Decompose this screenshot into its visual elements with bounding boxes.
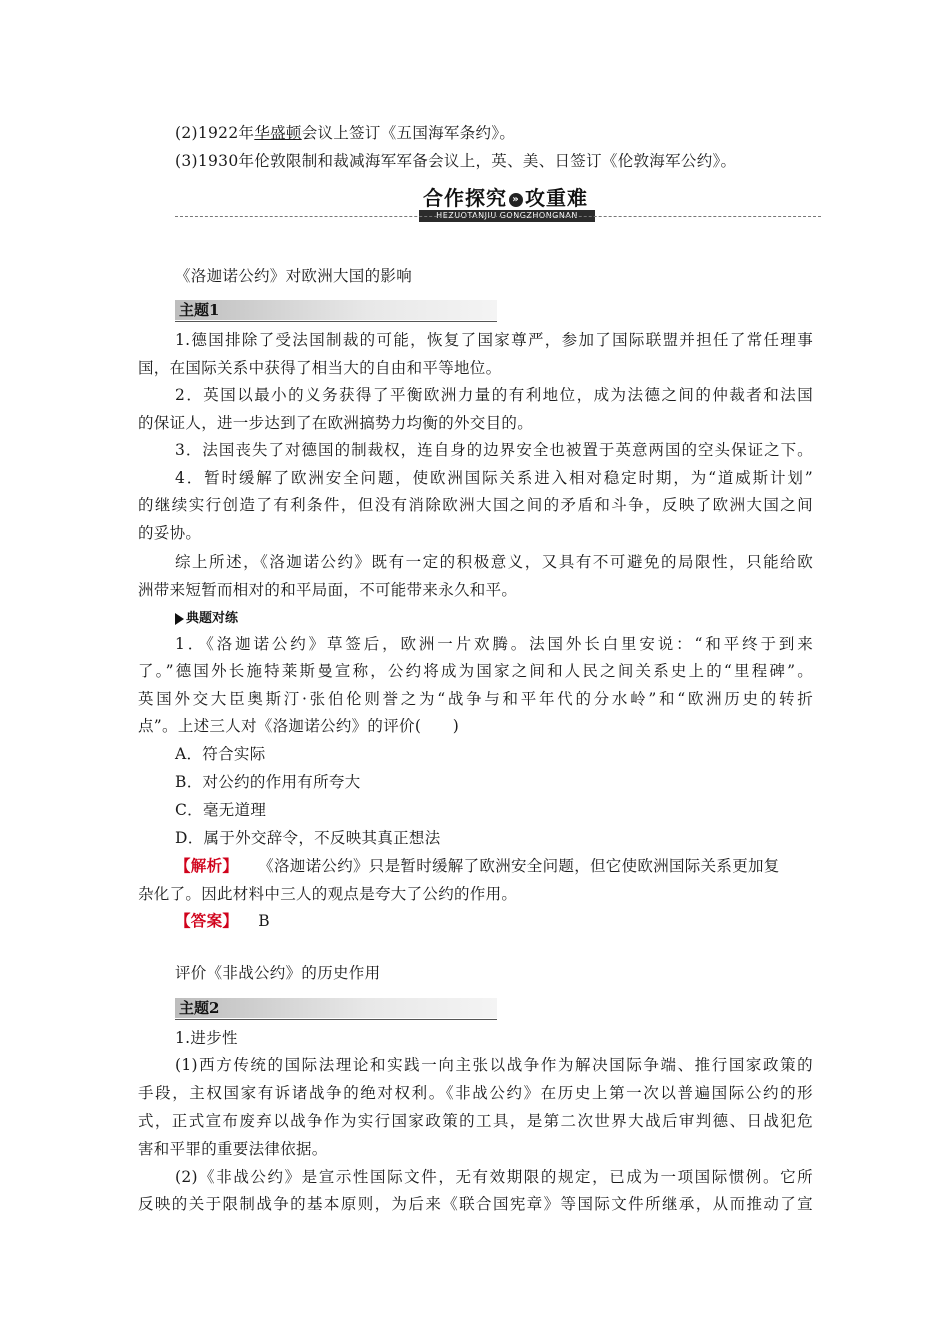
analysis-line2: 杂化了。因此材料中三人的观点是夸大了公约的作用。 [138, 885, 518, 903]
s1-summary-line1: 综上所述，《洛迦诺公约》既有一定的积极意义，又具有不可避免的局限性，只能给欧 [175, 553, 813, 571]
q1-line1: 1．《洛迦诺公约》草签后，欧洲一片欢腾。法国外长白里安说：“和平终于到来 [175, 635, 813, 653]
s1-p3: 3．法国丧失了对德国的制裁权，连自身的边界安全也被置于英意两国的空头保证之下。 [175, 441, 813, 459]
answer-line [175, 910, 270, 932]
s1-p2-line1: 2．英国以最小的义务获得了平衡欧洲力量的有利地位，成为法德之间的仲裁者和法国 [175, 386, 813, 404]
q1-line4: 点”。上述三人对《洛迦诺公约》的评价( ) [138, 717, 460, 735]
s1-p2-line2: 的保证人，进一步达到了在欧洲搞势力均衡的外交目的。 [138, 414, 534, 432]
underlined-term: 华盛顿 [254, 124, 302, 142]
analysis-label: 【解析】 [175, 856, 239, 875]
s1-p1-line2: 国，在国际关系中获得了相当大的自由和平等地位。 [138, 359, 502, 377]
section1-heading: 《洛迦诺公约》对欧洲大国的影响 [175, 267, 413, 285]
intro-item-2 [175, 122, 515, 144]
s1-p1-line1: 1.德国排除了受法国制裁的可能，恢复了国家尊严，参加了国际联盟并担任了常任理事 [175, 331, 813, 349]
intro-item-2-prefix: (2)1922年 [175, 124, 255, 142]
s2-p3-line2: 反映的关于限制战争的基本原则，为后来《联合国宪章》等国际文件所继承，从而推动了宣 [138, 1195, 813, 1213]
intro-item-2-suffix: 会议上签订《五国海军条约》。 [301, 124, 516, 142]
s1-p4-line3: 的妥协。 [138, 524, 202, 542]
s2-p2-line3: 式，正式宣布废弃以战争作为实行国家政策的工具，是第二次世界大战后审判德、日战犯危 [138, 1112, 813, 1130]
banner-title-right: 攻重难 [525, 186, 588, 210]
play-triangle-icon [175, 613, 184, 625]
topic-underline [175, 321, 497, 322]
s1-p4-line2: 的继续实行创造了有利条件，但没有消除欧洲大国之间的矛盾和斗争，反映了欧洲大国之间 [138, 496, 813, 514]
topic-header-2 [175, 998, 497, 1018]
double-chevron-icon: » [509, 193, 523, 207]
s1-p4-line1: 4．暂时缓解了欧洲安全问题，使欧洲国际关系进入相对稳定时期，为“道威斯计划” [175, 469, 813, 487]
s2-p1: 1.进步性 [175, 1029, 238, 1047]
analysis-line1 [175, 855, 813, 877]
practice-header-label: 典题对练 [186, 611, 239, 626]
banner-title [423, 182, 588, 210]
section2-heading: 评价《非战公约》的历史作用 [175, 964, 381, 982]
s2-p2-line1: (1)西方传统的国际法理论和实践一向主张以战争作为解决国际争端、推行国家政策的 [175, 1056, 813, 1074]
s2-p2-line2: 手段，主权国家有诉诸战争的绝对权利。《非战公约》在历史上第一次以普遍国际公约的形 [138, 1084, 813, 1102]
section-banner [175, 182, 821, 226]
topic-header-1 [175, 300, 497, 320]
option-d: D．属于外交辞令，不反映其真正想法 [175, 829, 441, 847]
banner-subtitle: HEZUOTANJIU GONGZHONGNAN [419, 210, 595, 222]
answer-value: B [258, 912, 270, 930]
q1-line3: 英国外交大臣奥斯汀·张伯伦则誉之为“战争与和平年代的分水岭”和“欧洲历史的转折 [138, 690, 813, 708]
banner-title-left: 合作探究 [423, 186, 507, 210]
option-a: A．符合实际 [175, 745, 266, 763]
intro-item-3: (3)1930年伦敦限制和裁减海军军备会议上，英、美、日签订《伦敦海军公约》。 [175, 152, 737, 170]
topic-label: 主题2 [179, 999, 220, 1017]
option-b: B．对公约的作用有所夸大 [175, 773, 361, 791]
banner-dashed-rule [175, 216, 821, 217]
s1-summary-line2: 洲带来短暂而相对的和平局面，不可能带来永久和平。 [138, 581, 518, 599]
topic-underline [175, 1019, 497, 1020]
q1-line2: 了。”德国外长施特莱斯曼宣称，公约将成为国家之间和人民之间关系史上的“里程碑”。 [138, 662, 813, 680]
option-c: C．毫无道理 [175, 801, 267, 819]
answer-label: 【答案】 [175, 911, 239, 930]
topic-label: 主题1 [179, 301, 220, 319]
s2-p3-line1: (2)《非战公约》是宣示性国际文件，无有效期限的规定，已成为一项国际惯例。它所 [175, 1168, 813, 1186]
s2-p2-line4: 害和平罪的重要法律依据。 [138, 1140, 328, 1158]
practice-header [175, 611, 238, 627]
analysis-text: 《洛迦诺公约》只是暂时缓解了欧洲安全问题，但它使欧洲国际关系更加复 [258, 857, 780, 875]
